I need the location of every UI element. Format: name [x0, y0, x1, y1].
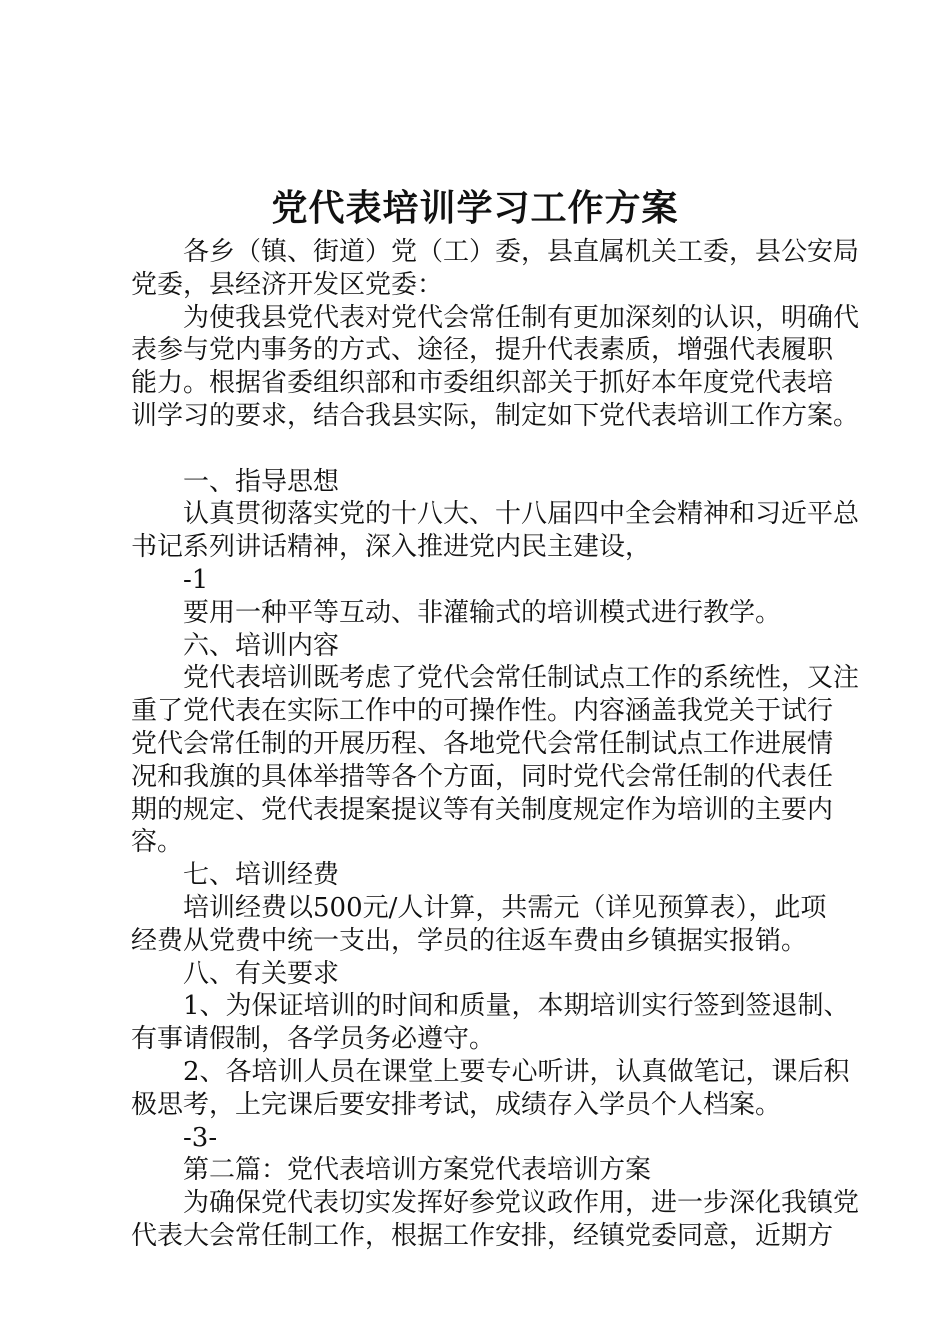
page-number: -3- — [183, 1122, 218, 1153]
paragraph-line: 能力。根据省委组织部和市委组织部关于抓好本年度党代表培 — [131, 368, 834, 399]
paragraph-line: 要用一种平等互动、非灌输式的培训模式进行教学。 — [183, 597, 782, 628]
paragraph-line: 培训经费以500元/人计算，共需元（详见预算表），此项 — [183, 892, 827, 923]
paragraph-line: 党委，县经济开发区党委： — [131, 269, 444, 300]
paragraph-line: 训学习的要求，结合我县实际，制定如下党代表培训工作方案。 — [131, 400, 860, 431]
paragraph-line: 容。 — [131, 827, 184, 858]
section-heading: 七、培训经费 — [183, 860, 340, 891]
paragraph-line: 党代会常任制的开展历程、各地党代会常任制试点工作进展情 — [131, 728, 834, 759]
paragraph-line: 书记系列讲话精神，深入推进党内民主建设， — [131, 532, 652, 563]
paragraph-line: 有事请假制，各学员务必遵守。 — [131, 1024, 496, 1055]
page-number: -1 — [183, 564, 209, 595]
section-heading: 八、有关要求 — [183, 958, 340, 989]
section-heading: 第二篇：党代表培训方案党代表培训方案 — [183, 1155, 652, 1186]
paragraph-line: 党代表培训既考虑了党代会常任制试点工作的系统性，又注 — [183, 663, 860, 694]
document-title: 党代表培训学习工作方案 — [271, 187, 679, 229]
paragraph-line: 为确保党代表切实发挥好参党议政作用，进一步深化我镇党 — [183, 1188, 860, 1219]
paragraph-line: 期的规定、党代表提案提议等有关制度规定作为培训的主要内 — [131, 794, 834, 825]
paragraph-line: 经费从党费中统一支出，学员的往返车费由乡镇据实报销。 — [131, 925, 808, 956]
paragraph-line: 各乡（镇、街道）党（工）委，县直属机关工委，县公安局 — [183, 237, 860, 267]
paragraph-line: 1、为保证培训的时间和质量，本期培训实行签到签退制、 — [183, 991, 850, 1022]
paragraph-line: 况和我旗的具体举措等各个方面，同时党代会常任制的代表任 — [131, 761, 834, 792]
paragraph-line: 认真贯彻落实党的十八大、十八届四中全会精神和习近平总 — [183, 499, 860, 530]
document-body — [131, 236, 860, 1253]
blank-line — [131, 433, 839, 466]
paragraph-line: 为使我县党代表对党代会常任制有更加深刻的认识，明确代 — [183, 302, 860, 333]
paragraph-line: 极思考，上完课后要安排考试，成绩存入学员个人档案。 — [131, 1089, 782, 1120]
paragraph-line: 2、各培训人员在课堂上要专心听讲，认真做笔记，课后积 — [183, 1056, 850, 1087]
section-heading: 六、培训内容 — [183, 630, 340, 661]
paragraph-line: 表参与党内事务的方式、途径，提升代表素质，增强代表履职 — [131, 335, 834, 366]
paragraph-line: 重了党代表在实际工作中的可操作性。内容涵盖我党关于试行 — [131, 696, 834, 727]
section-heading: 一、指导思想 — [183, 466, 340, 497]
paragraph-line: 代表大会常任制工作，根据工作安排，经镇党委同意，近期方 — [131, 1220, 834, 1251]
